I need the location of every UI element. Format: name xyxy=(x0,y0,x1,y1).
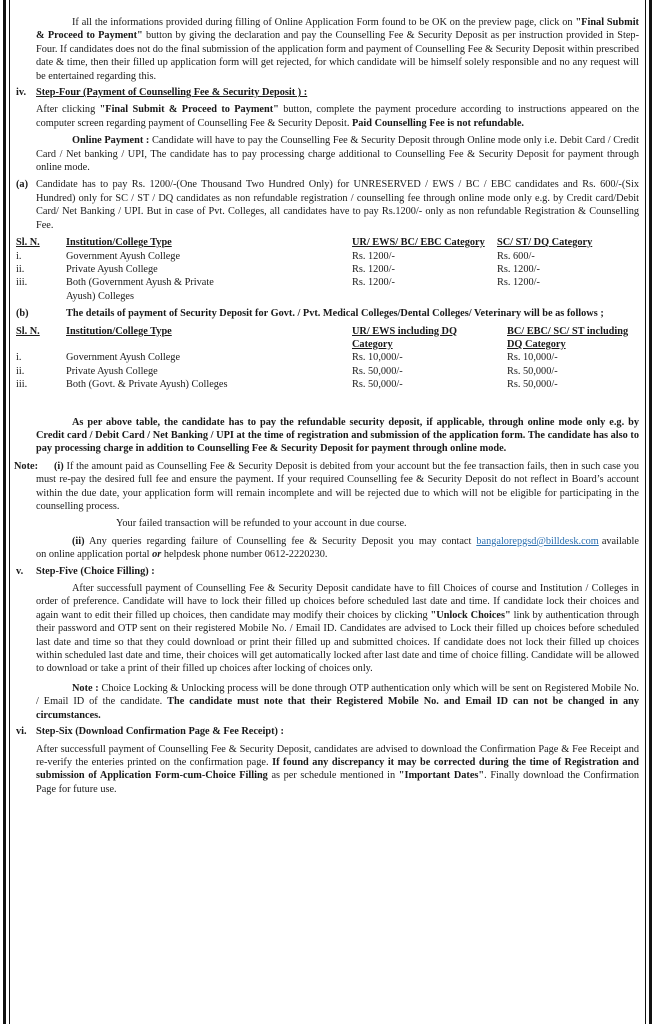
online-payment-paragraph xyxy=(16,134,639,174)
table-row xyxy=(16,351,639,364)
step-five-text: After successfull payment of Counselling Fee & Security Deposit candidate have to fill Choices of course and Institution / Colleges in order of preference. Candidate will have to lock their filled up choices before scheduled last date and time. If candidate lock their choices and again want to edit their filled up choices, then candidate may modify their choices by clicking xyxy=(36,583,639,621)
step-four-text: After clicking xyxy=(36,104,100,116)
clause-a-label: (a) xyxy=(16,179,29,191)
billdesk-email-link[interactable]: bangalorepgsd@billdesk.com xyxy=(476,535,599,547)
header-ur-ews-bc-ebc: UR/ EWS/ BC/ EBC Category xyxy=(352,237,485,249)
unlock-choices-label: "Unlock Choices" xyxy=(430,609,511,621)
step-four-number: iv. xyxy=(16,87,27,99)
counselling-fee-table xyxy=(16,236,639,303)
page-border-left-thick xyxy=(3,0,6,1024)
step-five-text-cont: link by authentication through their password and OTP sent on their registered Mobile No. / Email ID. Candidates are advised to Lock their filled up choices before scheduled last date and time so that they could download or print their filled up and submitted choices. If candidate does not lock their filled up choices within scheduled last date and time, their choices will get automatically locked after last date and time of choice filling. Candidate will be allowed to download or take a print of their filled up choices after locking of choices only. xyxy=(36,609,640,675)
step-five-note xyxy=(16,682,639,722)
header-sc-st-dq: SC/ ST/ DQ Category xyxy=(497,237,593,249)
or-label: or xyxy=(152,549,162,561)
final-submit-label: "Final Submit & Proceed to Payment" xyxy=(99,104,279,116)
step-five-heading xyxy=(16,565,639,578)
page-border-left-thin xyxy=(9,0,10,1024)
clause-a xyxy=(16,178,639,232)
step-five-number: v. xyxy=(16,565,24,577)
discrepancy-notice: If found any discrepancy it may be corrected during the time of Registration and submission of Application Form-cum-Choice Filling xyxy=(36,756,639,782)
note-label: Note: xyxy=(14,460,39,472)
step-six-paragraph xyxy=(16,743,639,797)
header-ur-ews-dq: UR/ EWS including DQ Category xyxy=(352,325,458,350)
header-bc-ebc-sc-st-dq: BC/ EBC/ SC/ ST including DQ Category xyxy=(507,325,629,350)
cell-institution: Private Ayush College xyxy=(66,263,158,275)
final-submit-label: "Final Submit & Proceed to Payment" xyxy=(36,17,639,42)
note-block xyxy=(16,460,639,514)
cell-fee: Rs. 1200/- xyxy=(352,277,395,289)
refund-line: Your failed transaction will be refunded to your account in due course. xyxy=(116,518,407,530)
step-four-heading xyxy=(16,86,639,99)
cell-sl: i. xyxy=(16,250,22,262)
deposit-note-paragraph: As per above table, the candidate has to pay the refundable security deposit, if applicable, through online mode only e.g. by Credit card / Debit Card / Net Banking / UPI at the time of registration and submission of the application form. The candidate has also to pay processing charge in addition to Counselling Fee & Security Deposit for payment through online mode. xyxy=(36,416,639,455)
online-payment-text: Candidate will have to pay the Counselling Fee & Security Deposit through Online mode only i.e. Debit Card / Credit Card / Net banking / UPI, The candidate has to pay processing charge additional to Counselling Fee & Security Deposit for payment through online mode. xyxy=(36,135,639,174)
table-header-row xyxy=(16,325,639,352)
cell-institution: Government Ayush College xyxy=(66,352,181,364)
note-ii-text: Any queries regarding failure of Counselling fee & Security Deposit you may contact xyxy=(84,535,477,547)
step-six-heading xyxy=(16,725,639,738)
non-refundable-notice: Paid Counselling Fee is not refundable. xyxy=(351,117,524,129)
cell-deposit: Rs. 50,000/- xyxy=(352,379,403,391)
cell-deposit: Rs. 50,000/- xyxy=(507,365,558,377)
clause-b-label: (b) xyxy=(16,308,29,320)
header-sl-no: Sl. N. xyxy=(16,237,40,249)
clause-a-text: Candidate has to pay Rs. 1200/-(One Thousand Two Hundred Only) for UNRESERVED / EWS / BC / EBC candidates and Rs. 600/-(Six Hundred) only for SC / ST / DQ candidates as non refundable registration / counselling fee through online mode only e.g. by Credit card/Debit Card/ Net Banking / UPI. But in case of Pvt. Colleges, all candidates have to pay Rs.1200/- only as non refundable Registration & Counselling Fee. xyxy=(36,179,639,231)
page-border-right-thin xyxy=(645,0,646,1024)
cell-sl: ii. xyxy=(16,365,25,377)
step-four-title: Step-Four (Payment of Counselling Fee & Security Deposit ) : xyxy=(36,87,308,99)
step-five-note-label: Note : xyxy=(72,682,99,694)
cell-fee: Rs. 1200/- xyxy=(352,263,395,275)
clause-b xyxy=(16,307,639,320)
note-ii-text-cont: available on online application portal xyxy=(36,535,639,561)
cell-sl: ii. xyxy=(16,263,25,275)
step-six-text: After successfull payment of Counselling Fee & Security Deposit, candidates are advised to download the Confirmation Page & Fee Receipt and re-verify the enteries printed on the confirmation page. xyxy=(36,743,639,768)
table-row xyxy=(16,250,639,263)
table-row xyxy=(16,276,639,303)
step-six-title: Step-Six (Download Confirmation Page & Fee Receipt) : xyxy=(36,726,284,738)
note-i-text: If the amount paid as Counselling Fee & Security Deposit is debited from your account but the fee transaction fails, then in such case you must re-pay the desired full fee and ensure the payment. If your required Counselling fee & Security Deposit do not reflect in Board’s account within the due date, your application form will remain incomplete and will be rejected due to which will not be eligible for participating in the counselling process. xyxy=(36,460,639,512)
intro-text: If all the informations provided during filling of Online Application Form found to be OK on the preview page, click on xyxy=(72,17,576,28)
important-dates-label: "Important Dates" xyxy=(398,770,485,782)
intro-text-cont: button by giving the declaration and pay the Counselling Fee & Security Deposit as per instruction provided in Step-Four. If candidates does not do the final submission of the application form and payment of Counselling Fee & Security Deposit within prescribed date & time, then their filled up application form will get rejected, for which candidate will be himself solely responsible and no any request will be entertained regarding this. xyxy=(36,30,639,82)
step-five-title: Step-Five (Choice Filling) : xyxy=(36,565,155,577)
step-six-number: vi. xyxy=(16,726,27,738)
cell-institution: Both (Govt. & Private Ayush) Colleges xyxy=(66,379,228,391)
cell-deposit: Rs. 10,000/- xyxy=(352,352,403,364)
step-six-text-cont: as per schedule mentioned in xyxy=(267,770,399,782)
step-five-note-text: Choice Locking & Unlocking process will be done through OTP authentication only which will be sent on Registered Mobile No. / Email ID of the candidate. xyxy=(36,682,639,708)
cell-sl: iii. xyxy=(16,277,28,289)
cell-deposit: Rs. 50,000/- xyxy=(352,365,403,377)
cell-institution: Both (Government Ayush & Private Ayush) Colleges xyxy=(66,277,214,302)
header-institution-type: Institution/College Type xyxy=(66,325,172,337)
step-five-paragraph xyxy=(16,582,639,676)
cell-deposit: Rs. 50,000/- xyxy=(507,379,558,391)
document-page xyxy=(16,10,639,796)
intro-paragraph xyxy=(16,16,639,83)
note-ii-paragraph xyxy=(16,535,639,562)
cell-fee: Rs. 600/- xyxy=(497,250,535,262)
step-four-text-cont: button, complete the payment procedure according to instructions appeared on the computer screen regarding payment of Counselling Fee & Security Deposit. xyxy=(36,104,640,129)
helpdesk-phone-text: helpdesk phone number 0612-2220230. xyxy=(161,549,328,561)
table-row xyxy=(16,378,639,391)
table-header-row xyxy=(16,236,639,249)
security-deposit-table xyxy=(16,325,639,392)
cell-fee: Rs. 1200/- xyxy=(497,277,540,289)
clause-b-text: The details of payment of Security Deposit for Govt. / Pvt. Medical Colleges/Dental Colleges/ Veterinary will be as follows ; xyxy=(66,308,604,320)
cell-fee: Rs. 1200/- xyxy=(497,263,540,275)
online-payment-label: Online Payment : xyxy=(72,135,150,147)
step-five-note-bold: The candidate must note that their Registered Mobile No. and Email ID can not be changed in any circumstances. xyxy=(36,696,639,721)
header-sl-no: Sl. N. xyxy=(16,325,40,337)
header-institution-type: Institution/College Type xyxy=(66,237,172,249)
cell-deposit: Rs. 10,000/- xyxy=(507,352,558,364)
step-six-text-end: . Finally download the Confirmation Page for future use. xyxy=(36,770,639,795)
cell-institution: Government Ayush College xyxy=(66,250,181,262)
step-four-paragraph xyxy=(16,103,639,130)
table-row xyxy=(16,365,639,378)
cell-sl: iii. xyxy=(16,379,28,391)
cell-sl: i. xyxy=(16,352,22,364)
cell-fee: Rs. 1200/- xyxy=(352,250,395,262)
page-border-right-thick xyxy=(649,0,652,1024)
note-i-label: (i) xyxy=(54,460,64,472)
table-row xyxy=(16,263,639,276)
note-ii-label: (ii) xyxy=(72,535,85,547)
cell-institution: Private Ayush College xyxy=(66,365,158,377)
